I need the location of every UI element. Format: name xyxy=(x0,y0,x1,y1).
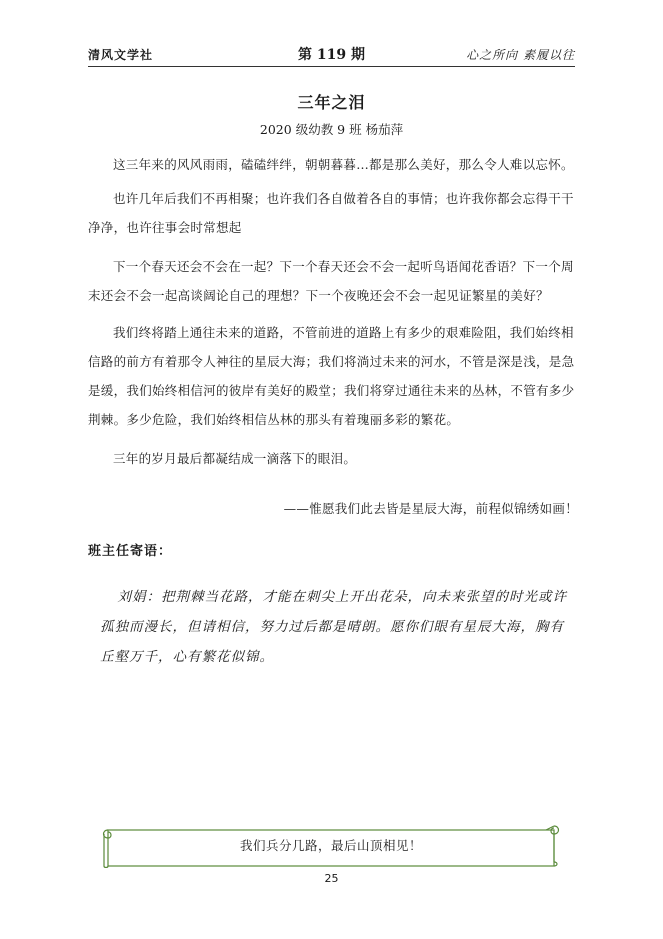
article-title: 三年之泪 xyxy=(297,93,366,112)
teacher-note-text: 刘娟：把荆棘当花路，才能在刺尖上开出花朵，向未来张望的时光或许孤独而漫长，但请相信，努力过后都是晴朗。愿你们眼有星辰大海，胸有丘壑万千，心有繁花似锦。 xyxy=(100,589,568,665)
teacher-note-heading: 班主任寄语： xyxy=(88,544,173,559)
issue-number: 第 119 期 xyxy=(298,47,365,63)
footer-banner-text: 我们兵分几路，最后山顶相见！ xyxy=(239,838,422,853)
article-paragraph: 这三年来的风风雨雨，磕磕绊绊，朝朝暮暮…都是那么美好，那么令人难以忘怀。 xyxy=(113,157,574,172)
page-number: 25 xyxy=(324,872,339,885)
page-header xyxy=(88,46,575,68)
article-byline: 2020 级幼教 9 班 杨茄萍 xyxy=(259,122,404,137)
magazine-name: 清风文学社 xyxy=(88,48,154,62)
header-divider xyxy=(88,66,575,67)
article-paragraph: 三年的岁月最后都凝结成一滴落下的眼泪。 xyxy=(113,451,357,466)
article-paragraph: 我们终将踏上通往未来的道路，不管前进的道路上有多少的艰难险阻，我们始终相信路的前方有着那令人神往的星辰大海；我们将淌过未来的河水，不管是深是浅，是急是缓，我们始终相信河的彼岸有美好的殿堂；我们将穿过通往未来的丛林，不管有多少荆棘。多少危险，我们始终相信丛林的那头有着瑰丽多彩的繁花。 xyxy=(88,325,575,427)
article-paragraph: 下一个春天还会不会在一起？下一个春天还会不会一起听鸟语闻花香语？下一个周末还会不会一起高谈阔论自己的理想？下一个夜晚还会不会一起见证繁星的美好？ xyxy=(88,259,574,303)
footer-scroll-banner xyxy=(100,824,562,868)
header-motto: 心之所向 素履以往 xyxy=(466,48,575,62)
article-paragraph: 也许几年后我们不再相聚；也许我们各自做着各自的事情；也许我你都会忘得干干净净，也许往事会时常想起 xyxy=(88,191,574,235)
article-closing: ——惟愿我们此去皆是星辰大海，前程似锦绣如画！ xyxy=(283,501,578,516)
